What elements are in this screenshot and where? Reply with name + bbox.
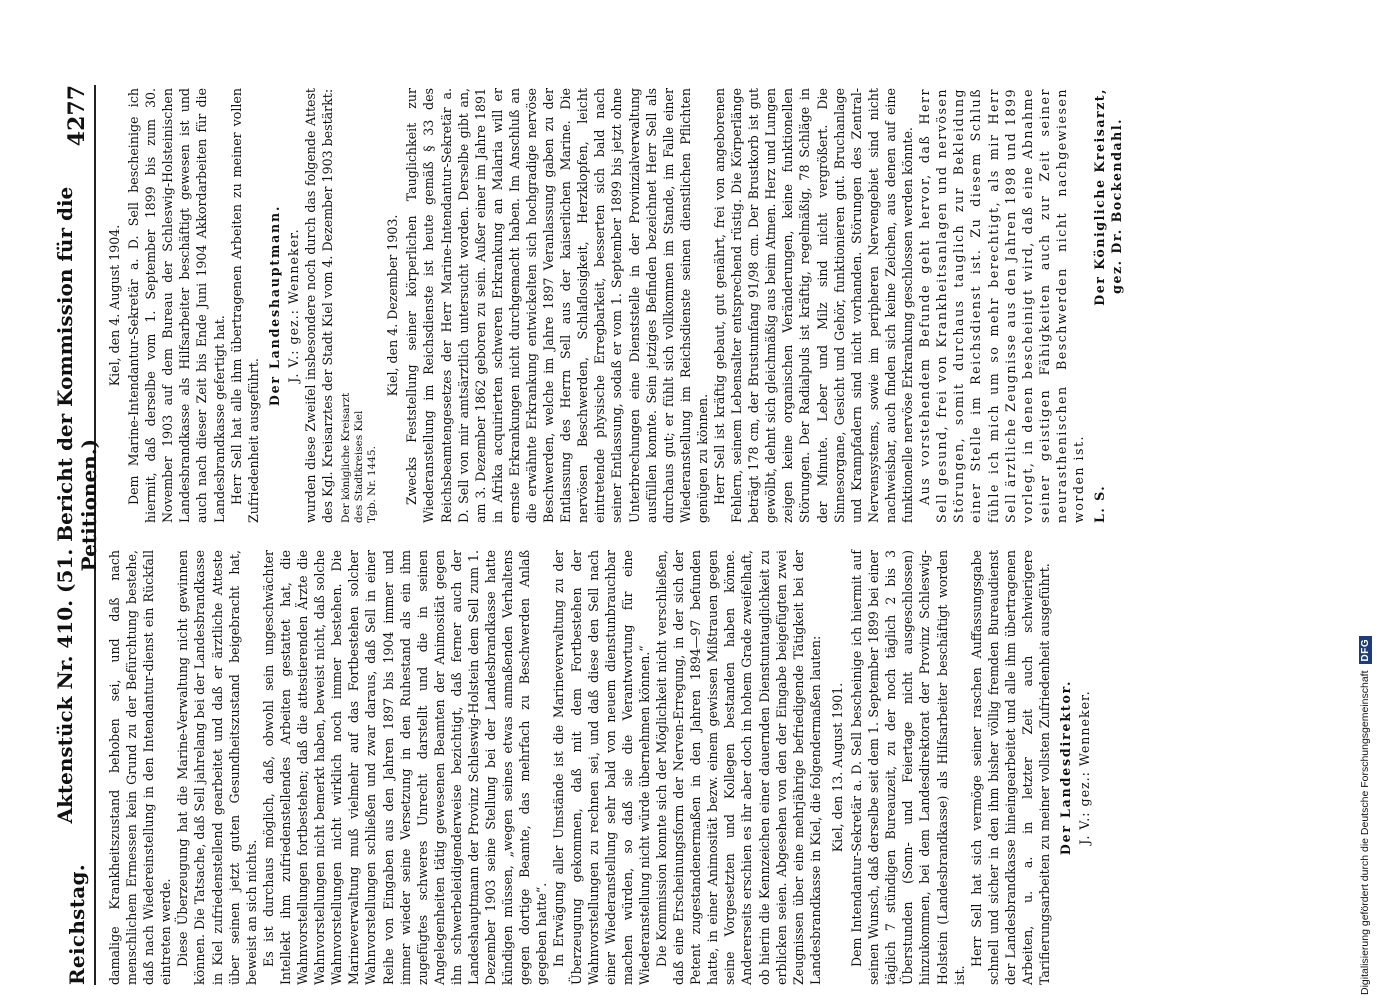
signature-name: J. V.: gez.: Wenneker. bbox=[285, 228, 301, 383]
paragraph: Dem Intendantur-Sekretär a. D. Sell bescheinige ich hiermit auf seinen Wunsch, daß derselbe seit dem 1. September 1899 bei einer täglich 7 stündigen Bureauzeit, zu der noch täglich 2 bis 3 Überstunden (Sonn- und Feiertage nicht ausgeschlossen) hinzukommen, bei dem Landesdirektorat der Provinz Schleswig-Holstein (Landesbrandkasse) als Hilfsarbeiter beschäftigt worden ist. bbox=[849, 550, 967, 985]
date-line: Kiel, den 4. Dezember 1903. bbox=[385, 214, 401, 397]
paragraph: Dem Marine-Intendantur-Sekretär a. D. Sell bescheinige ich hiermit, daß derselbe vom 1. September 1899 bis zum 30. November 1903 auf dem Bureau der Schleswig-Holsteinischen Landesbrandkasse als Hilfsarbeiter beschäftigt gewesen ist und auch nach dieser Zeit bis Ende Juni 1904 Akkordarbeiten für die Landesbrandkasse gefertigt hat. bbox=[126, 88, 227, 523]
header-title: Aktenstück Nr. 410. (51. Bericht der Kommission für die Petitionen.) bbox=[53, 186, 101, 824]
paragraph: Herr Sell hat alle ihm übertragenen Arbeiten zu meiner vollen Zufriedenheit ausgeführt. bbox=[228, 88, 261, 523]
left-column bbox=[106, 550, 1093, 985]
signature-name: gez. Dr. Bockendahl. bbox=[1109, 118, 1125, 294]
stamp-line: des Stadtkreises Kiel bbox=[353, 410, 366, 523]
stamp-line: Tgb. Nr. 1445. bbox=[366, 446, 379, 523]
header-reichstag: Reichstag. bbox=[65, 863, 89, 985]
paragraph: Es ist durchaus möglich, daß, obwohl sein ungeschwächter Intellekt ihm zufriedenstellendes Arbeiten gestattet hat, die Wahnvorstellungen fortbestehen; daß die attestierenden Ärzte die Wahnvorstellungen nicht bemerkt haben, beweist nicht, daß solche Wahnvorstellungen nicht wirklich noch immer bestehen. Die Marineverwaltung muß vielmehr auf das Fortbestehen solcher Wahnvorstellungen schließen und zwar daraus, daß Sell in einer Reihe von Eingaben aus den Jahren 1897 bis 1904 immer und immer wieder seine Versetzung in den Ruhestand als ein ihm zugefügtes schweres Unrecht darstellt und die in seinen Angelegenheiten tätig gewesenen Beamten der Animosität gegen ihn schwerbeleidigenderweise bezichtigt, daß ferner auch der Landeshauptmann der Provinz Schleswig-Holstein dem Sell zum 1. Dezember 1903 seine Stellung bei der Landesbrandkasse hatte kündigen müssen, „wegen seines etwas anmaßenden Verhaltens gegen dortige Beamte, das mehrfach zu Beschwerden Anlaß gegeben hatte“. bbox=[260, 550, 550, 985]
stamp-line: Der königliche Kreisarzt bbox=[340, 392, 353, 523]
credit-text: Digitalisierung gefördert durch die Deutsche Forschungsgemeinschaft bbox=[1359, 670, 1371, 995]
signature-name: J. V.: gez.: Wenneker. bbox=[1077, 690, 1093, 845]
signature-title: Der Landesdirektor. bbox=[1058, 679, 1074, 856]
paragraph: Aus vorstehendem Befunde geht hervor, daß Herr Sell gesund, frei von Krankheitsanlagen und nervösen Störungen, somit durchaus tauglich zur Bekleidung einer Stelle im Reichsdienst ist. Zu diesem Schluß fühle ich mich um so mehr berechtigt, als mir Herr Sell ärztliche Zeugnisse aus den Jahren 1898 und 1899 vorlegt, in denen bescheinigt wird, daß eine Abnahme seiner geistigen Fähigkeiten auch zur Zeit seiner neurasthenischen Beschwerden nicht nachgewiesen worden ist. bbox=[917, 88, 1086, 523]
signature-title: Der Königliche Kreisarzt, bbox=[1092, 88, 1108, 306]
paragraph: wurden diese Zweifel insbesondere noch durch das folgende Attest des Kgl. Kreisarztes der Stadt Kiel vom 4. Dezember 1903 bestärkt: bbox=[303, 88, 336, 523]
paragraph: Herr Sell ist kräftig gebaut, gut genährt, frei von angeborenen Fehlern, seinem Lebensalter entsprechend rüstig. Die Körperlänge beträgt 178 cm, der Brustumfang 91/98 cm. Der Brustkorb ist gut gewölbt, dehnt sich gleichmäßig aus beim Atmen. Herz und Lungen zeigen keine organischen Veränderungen, keine funktionellen Störungen. Der Radialpuls ist kräftig, regelmäßig, 78 Schläge in der Minute. Leber und Milz sind nicht vergrößert. Die Sinnesorgane, Gesicht und Gehör, funktionieren gut. Bruchanlage und Krampfadern sind nicht vorhanden. Störungen des Zentral-Nervensystems, sowie im peripheren Nervengebiet sind nicht nachweisbar, auch finden sich keine Zeichen, aus denen auf eine funktionelle nervöse Erkrankung geschlossen werden könnte. bbox=[712, 88, 916, 523]
paragraph: Zwecks Feststellung seiner körperlichen Tauglichkeit zur Wiederanstellung im Reichsdienste ist heute gemäß § 33 des Reichsbeamtengesetzes der Herr Marine-Intendantur-Sekretär a. D. Sell von mir amtsärztlich untersucht worden. Derselbe gibt an, am 3. Dezember 1862 geboren zu sein. Außer einer im Jahre 1891 in Afrika acquirierten schweren Erkrankung an Malaria will er ernste Erkrankungen nicht durchgemacht haben. Im Anschluß an die erwähnte Erkrankung entwickelten sich hochgradige nervöse Beschwerden, welche im Jahre 1897 Veranlassung gaben zu der Entlassung des Herrn Sell aus der kaiserlichen Marine. Die nervösen Beschwerden, Schlaflosigkeit, Herzklopfen, leicht eintretende physische Erregbarkeit, besserten sich bald nach seiner Entlassung, sodaß er vom 1. September 1899 bis jetzt ohne Unterbrechungen eine Dienststelle in der Provinzialverwaltung ausfüllen konnte. Sein jetziges Befinden bezeichnet Herr Sell als durchaus gut; er fühlt sich vollkommen im Stande, im Falle einer Wiederanstellung im Reichsdienste seinen dienstlichen Pflichten genügen zu können. bbox=[404, 88, 710, 523]
paragraph: In Erwägung aller Umstände ist die Marineverwaltung zu der Überzeugung gekommen, daß mit dem Fortbestehen der Wahnvorstellungen zu rechnen sei, und daß diese den Sell nach einer Wiederanstellung sehr bald von neuem dienstunbrauchbar machen würden, so daß sie die Verantwortung für eine Wiederanstellung nicht würde übernehmen können.“ bbox=[551, 550, 652, 985]
page-header bbox=[53, 85, 101, 985]
right-column bbox=[106, 88, 1125, 523]
paragraph: Die Kommission konnte sich der Möglichkeit nicht verschließen, daß eine Erscheinungsform der Nerven-Erregung, in der sich der Petent zugestandenermaßen in den Jahren 1894—97 befunden hatte, in einer Animosität bezw. einem gewissen Mißtrauen gegen seine Vorgesetzten und Kollegen bestanden haben könne. Andererseits erschien es ihr aber doch in hohem Grade zweifelhaft, ob hierin die Kennzeichen einer dauernden Dienstuntauglichkeit zu erblicken seien. Abgesehen von den der Eingabe beigefügten zwei Zeugnissen über eine mehrjährige befriedigende Tätigkeit bei der Landesbrandkasse in Kiel, die folgendermaßen lauten: bbox=[654, 550, 823, 985]
page-number: 4277 bbox=[64, 85, 90, 147]
rotated-page bbox=[53, 85, 1300, 985]
paragraph: Herr Sell hat sich vermöge seiner raschen Auffassungsgabe schnell und sicher in den ihm bisher völlig fremden Bureaudienst der Landesbrandkasse hineingearbeitet und alle ihm übertragenen Arbeiten, u. a. in letzter Zeit auch schwierigere Tarifierungsarbeiten zu meiner vollsten Zufriedenheit ausgeführt. bbox=[968, 550, 1053, 985]
paragraph: Diese Überzeugung hat die Marine-Verwaltung nicht gewinnen können. Die Tatsache, daß Sell jahrelang bei der Landesbrandkasse in Kiel zufriedenstellend gearbeitet und daß er ärztliche Atteste über seinen jetzt guten Gesundheitszustand beigebracht hat, beweist an sich nichts. bbox=[175, 550, 259, 985]
date-line: Kiel, den 4. August 1904. bbox=[107, 224, 122, 387]
paragraph: damalige Krankheitszustand behoben sei, und daß nach menschlichem Ermessen kein Grund zu der Befürchtung bestehe, daß nach Wiedereinstellung in den Intendantur-dienst ein Rückfall eintreten werde. bbox=[107, 550, 174, 985]
digitization-credit bbox=[1355, 5, 1375, 995]
seal-and-signature bbox=[1091, 88, 1108, 523]
date-line: Kiel, den 13. August 1901. bbox=[829, 682, 845, 853]
dfg-logo: DFG bbox=[1359, 636, 1372, 665]
seal-mark: L. S. bbox=[1092, 484, 1108, 523]
signature-title: Der Landeshauptmann. bbox=[266, 204, 282, 407]
